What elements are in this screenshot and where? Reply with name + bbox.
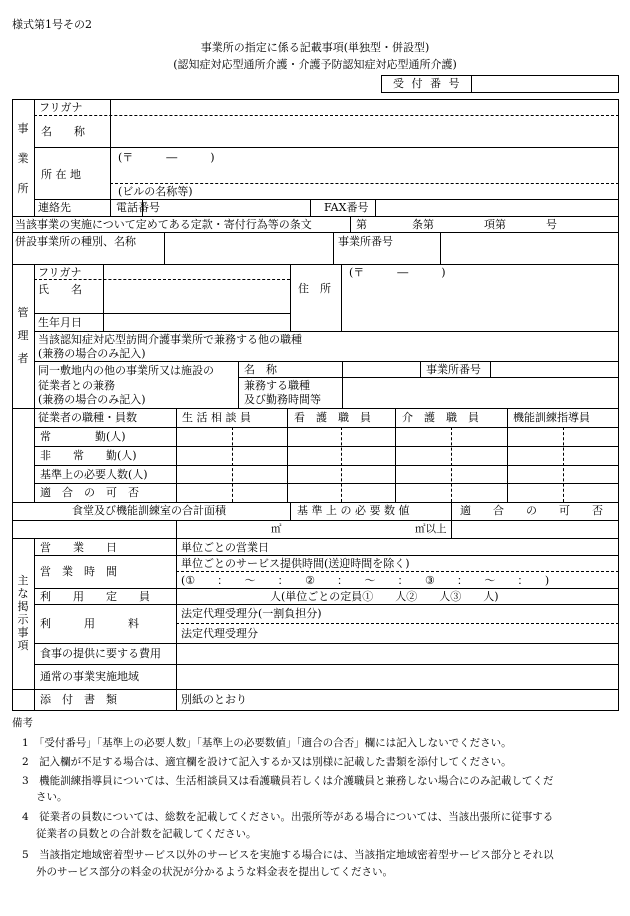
manager-side-3: 者: [17, 352, 29, 365]
office-fax-label: FAX番号: [324, 201, 369, 214]
staff-row-fulltime: 常 勤(人): [40, 430, 126, 443]
articles-jou: 条第: [412, 218, 434, 231]
manager-concurrent1-field[interactable]: [345, 332, 618, 361]
office-furigana-field[interactable]: [111, 100, 618, 115]
form-title: 事業所の指定に係る記載事項(単独型・併設型): [200, 41, 430, 54]
manager-concurrent1-line1: 当該認知症対応型訪問介護事業所で兼務する他の職種: [38, 333, 302, 346]
main-side-4: 示: [17, 613, 29, 626]
articles-kou: 項第: [484, 218, 506, 231]
bizdays-value: 単位ごとの営業日: [181, 541, 269, 554]
manager-concurrent2-line1: 同一敷地内の他の事業所又は施設の: [38, 364, 214, 377]
office-side-1: 事: [17, 122, 29, 135]
area-suitability-label: 適 合 の 可 否: [460, 504, 603, 517]
area-required-unit: ㎡以上: [415, 523, 447, 535]
region-field[interactable]: [177, 665, 618, 689]
bizdays-field[interactable]: [290, 539, 618, 555]
area-label: 食堂及び機能訓練室の合計面積: [72, 504, 226, 517]
office-side-3: 所: [17, 182, 29, 195]
manager-c2-job-line1: 兼務する職種: [244, 379, 310, 392]
note-5-line2: 外のサービス部分の料金の状況が分かるような料金表を提出してください。: [36, 866, 393, 878]
manager-concurrent1-line2: (兼務の場合のみ記入): [38, 347, 146, 360]
manager-concurrent2-line3: (兼務の場合のみ記入): [38, 393, 146, 406]
office-fax-field[interactable]: [376, 200, 618, 216]
form-subtitle: (認知症対応型通所介護・介護予防認知症対応型通所介護): [173, 58, 457, 71]
manager-c2-name-label: 名 称: [244, 363, 277, 376]
staff-col-counselor: 生 活 相 談 員: [182, 411, 251, 424]
note-3-line2: さい。: [36, 791, 68, 803]
manager-name-label: 氏 名: [38, 283, 82, 296]
manager-c2-name-field[interactable]: [343, 362, 420, 377]
meal-field[interactable]: [177, 644, 618, 664]
manager-address-label: 住 所: [298, 282, 331, 295]
staff-row-parttime: 非 常 勤(人): [40, 449, 137, 462]
manager-c2-number-label: 事業所番号: [426, 363, 481, 376]
note-1: 1 「受付番号」「基準上の必要人数」「基準上の必要数値」「適合の合否」欄には記入しないでください。: [22, 737, 512, 749]
manager-birth-label: 生年月日: [38, 316, 82, 329]
office-address-label: 所 在 地: [41, 168, 81, 181]
office-contact-label: 連絡先: [38, 201, 71, 214]
staff-row-required: 基準上の必要人数(人): [40, 468, 148, 481]
manager-address-field[interactable]: [342, 280, 618, 331]
form-id: 様式第1号その2: [12, 18, 92, 31]
combined-number-field[interactable]: [441, 233, 618, 264]
manager-c2-job-line2: 及び勤務時間等: [244, 393, 321, 406]
note-3-line1: 3 機能訓練指導員については、生活相談員又は看護職員若しくは介護職員と兼務しない場合にのみ記載してくだ: [22, 775, 554, 787]
region-label: 通常の事業実施地域: [40, 670, 139, 683]
manager-c2-job-field[interactable]: [343, 378, 618, 408]
manager-side-2: 理: [17, 329, 29, 342]
combined-number-label: 事業所番号: [338, 235, 393, 248]
note-4-line2: 従業者の員数との合計数を記載してください。: [36, 828, 257, 840]
hours-slots: (① ： ～ ： ② ： ～ ： ③ ： ～ ： ): [181, 574, 550, 587]
fee-value-2: 法定代理受理分: [181, 627, 258, 640]
staff-row-suitability: 適 合 の 可 否: [40, 486, 139, 499]
note-5-line1: 5 当該指定地域密着型サービス以外のサービスを実施する場合には、当該指定地域密着型サービス部分とそれ以: [22, 849, 554, 861]
manager-concurrent2-line2: 従業者との兼務: [38, 379, 115, 392]
attach-value: 別紙のとおり: [181, 693, 247, 706]
office-name-field[interactable]: [111, 116, 618, 147]
office-side-2: 業: [17, 152, 29, 165]
manager-furigana-label: フリガナ: [38, 266, 82, 279]
manager-postal: (〒 ― ): [349, 266, 446, 279]
fee-label: 利 用 料: [40, 617, 139, 630]
meal-label: 食事の提供に要する費用: [40, 647, 161, 660]
office-address-field[interactable]: [230, 148, 618, 183]
staff-header: 従業者の職種・員数: [38, 411, 137, 424]
combined-label: 併設事業所の種別、名称: [15, 235, 136, 248]
main-side-3: 掲: [17, 600, 29, 613]
main-side-2: な: [17, 587, 29, 600]
manager-furigana-field[interactable]: [104, 265, 290, 279]
office-furigana-label: フリガナ: [39, 101, 83, 114]
staff-col-caregiver: 介 護 職 員: [402, 411, 479, 424]
area-unit: ㎡: [271, 523, 282, 535]
office-phone-label: 電話番号: [116, 201, 160, 214]
receipt-number-field[interactable]: [472, 76, 618, 92]
capacity-label: 利 用 定 員: [40, 590, 150, 603]
combined-name-field[interactable]: [165, 233, 333, 264]
main-side-5: 事: [17, 626, 29, 639]
office-phone-field[interactable]: [143, 200, 310, 216]
capacity-value: 人(単位ごとの定員① 人② 人③ 人): [270, 590, 499, 603]
articles-gou: 号: [546, 218, 557, 231]
area-required-label: 基 準 上 の 必 要 数 値: [297, 504, 410, 517]
office-postal: (〒 ― ): [118, 151, 215, 164]
office-name-label: 名 称: [41, 125, 85, 138]
manager-birth-field[interactable]: [104, 314, 290, 331]
staff-col-trainer: 機能訓練指導員: [513, 411, 590, 424]
receipt-label: 受 付 番 号: [393, 77, 462, 90]
attach-label: 添 付 書 類: [40, 693, 117, 706]
staff-col-nurse: 看 護 職 員: [294, 411, 371, 424]
bizdays-label: 営 業 日: [40, 541, 117, 554]
note-2: 2 記入欄が不足する場合は、適宜欄を設けて記入するか又は別様に記載した書類を添付してください。: [22, 756, 512, 768]
articles-dai: 第: [356, 218, 367, 231]
manager-c2-number-field[interactable]: [491, 362, 618, 377]
notes-heading: 備考: [12, 717, 33, 729]
manager-side-1: 管: [17, 306, 29, 319]
hours-value: 単位ごとのサービス提供時間(送迎時間を除く): [181, 557, 410, 570]
manager-name-field[interactable]: [104, 280, 290, 313]
office-building: (ビルの名称等): [118, 185, 193, 198]
note-4-line1: 4 従業者の員数については、総数を記載してください。出張所等がある場合については、当該出張所に従事する: [22, 811, 554, 823]
fee-value-1: 法定代理受理分(一割負担分): [181, 607, 322, 620]
main-side-1: 主: [17, 574, 29, 587]
hours-label: 営 業 時 間: [40, 565, 117, 578]
articles-label: 当該事業の実施について定めてある定款・寄付行為等の条文: [15, 218, 312, 231]
main-side-6: 項: [17, 639, 29, 652]
